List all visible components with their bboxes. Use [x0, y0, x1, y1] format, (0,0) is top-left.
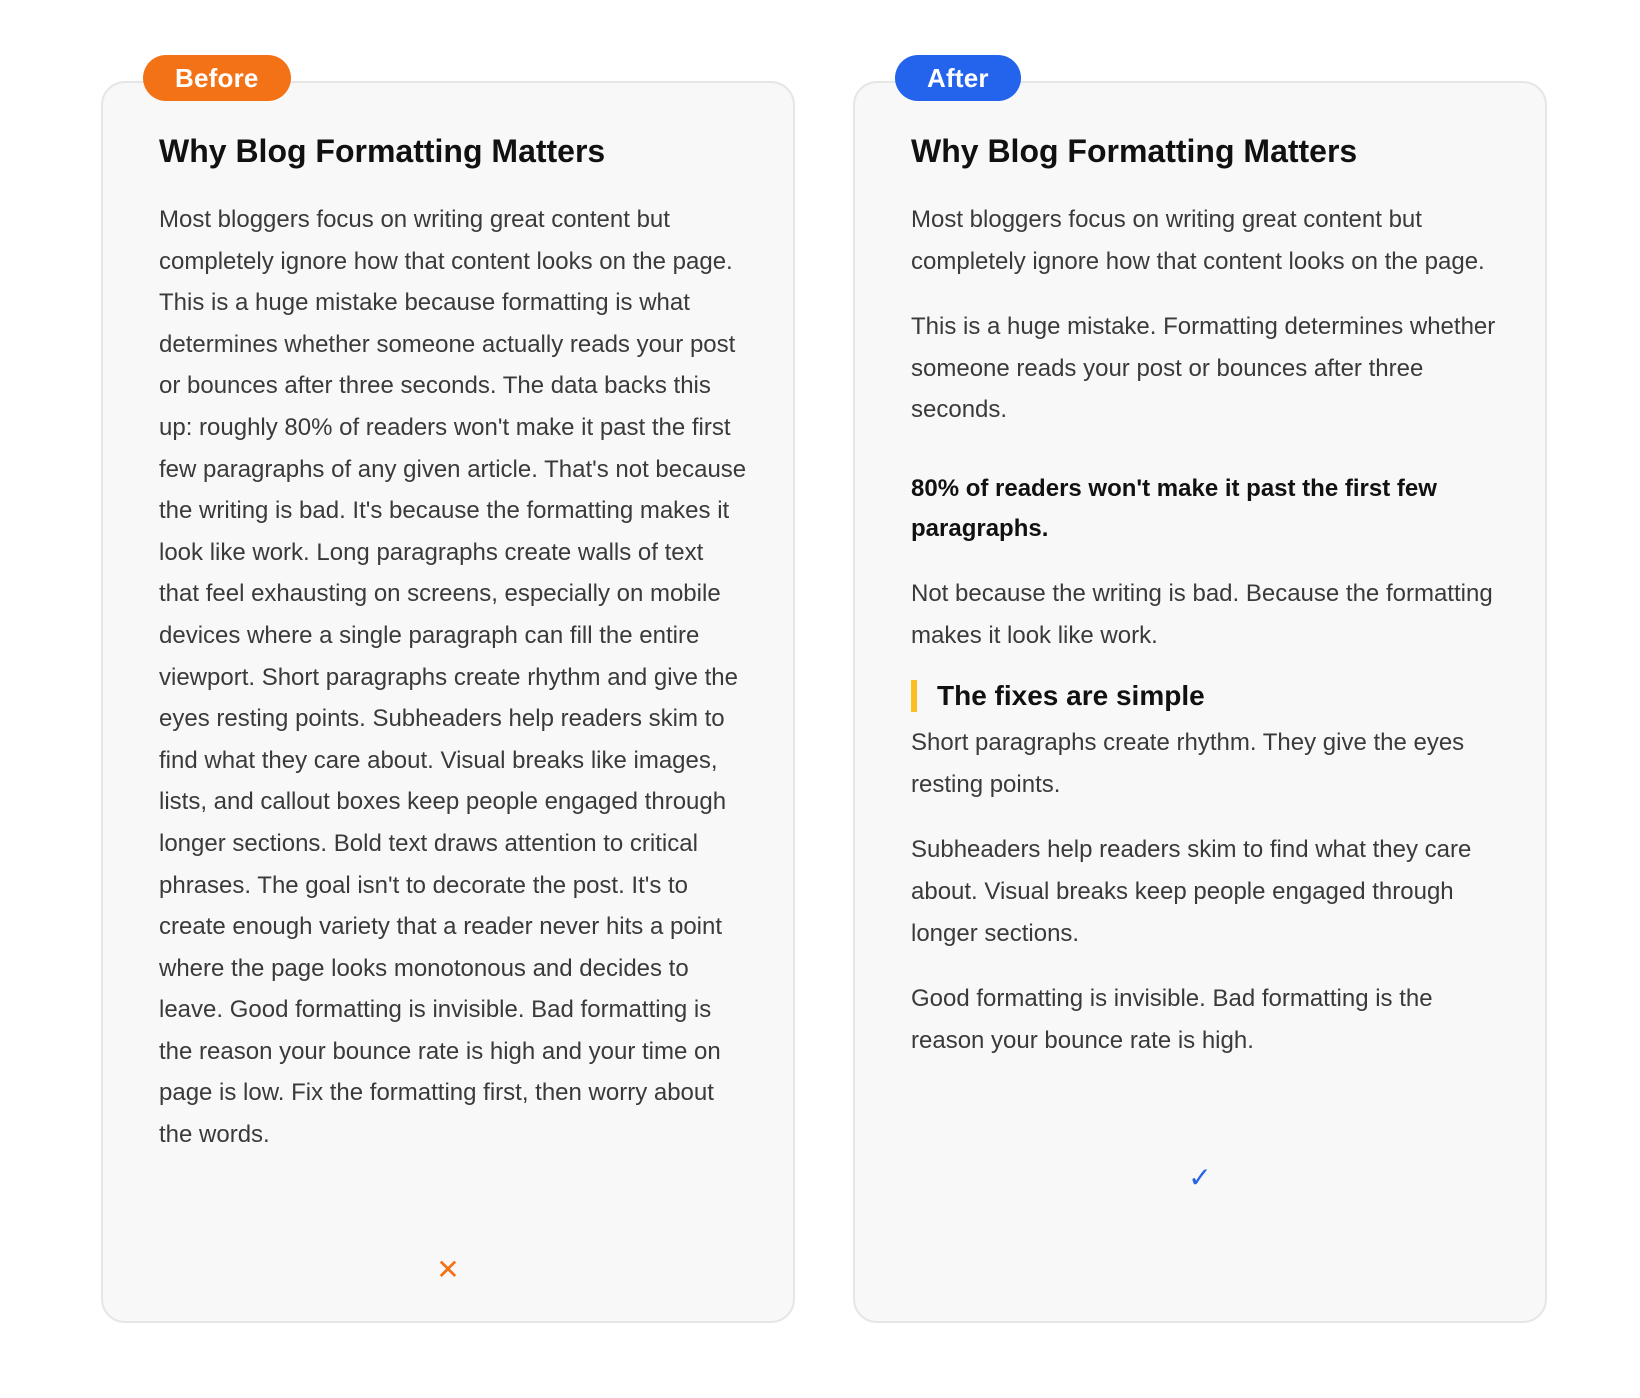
after-content: [911, 131, 1501, 1085]
after-title: Why Blog Formatting Matters: [911, 133, 1358, 169]
before-title: Why Blog Formatting Matters: [159, 133, 606, 169]
after-card: [853, 63, 1547, 1323]
before-content: [159, 131, 749, 1156]
cross-icon: ✕: [436, 1253, 460, 1286]
before-badge: Before: [143, 55, 291, 101]
after-paragraph-2: This is a huge mistake. Formatting determines whether someone reads your post or bounces after three seconds.: [911, 313, 1496, 424]
before-card: [101, 63, 795, 1323]
after-bold-statistic: 80% of readers won't make it past the first few paragraphs.: [911, 474, 1437, 542]
before-body-text: Most bloggers focus on writing great content but completely ignore how that content looks on the page. This is a huge mistake because formatting is what determines whether someone actually reads your post or bounces after three seconds. The data backs this up: roughly 80% of readers won't make it past the first few paragraphs of any given article. That's not because the writing is bad. It's because the formatting makes it look like work. Long paragraphs create walls of text that feel exhausting on screens, especially on mobile devices where a single paragraph can fill the entire viewport. Short paragraphs create rhythm and give the eyes resting points. Subheaders help readers skim to find what they care about. Visual breaks like images, lists, and callout boxes keep people engaged through longer sections. Bold text draws attention to critical phrases. The goal isn't to decorate the post. It's to create enough variety that a reader never hits a point where the page looks monotonous and decides to leave. Good formatting is invisible. Bad formatting is the reason your bounce rate is high and your time on page is low. Fix the formatting first, then worry about the words.: [159, 206, 747, 1149]
after-paragraph-1: Most bloggers focus on writing great content but completely ignore how that content looks on the page.: [911, 206, 1485, 275]
after-subheader: The fixes are simple: [911, 680, 1501, 712]
after-paragraph-6: Good formatting is invisible. Bad formatting is the reason your bounce rate is high.: [911, 985, 1433, 1054]
after-badge: After: [895, 55, 1021, 101]
after-paragraph-5: Subheaders help readers skim to find what they care about. Visual breaks keep people engaged through longer sections.: [911, 836, 1472, 947]
after-paragraph-4: Short paragraphs create rhythm. They give the eyes resting points.: [911, 729, 1465, 798]
after-paragraph-3: Not because the writing is bad. Because the formatting makes it look like work.: [911, 579, 1493, 649]
checkmark-icon: ✓: [1188, 1161, 1212, 1194]
